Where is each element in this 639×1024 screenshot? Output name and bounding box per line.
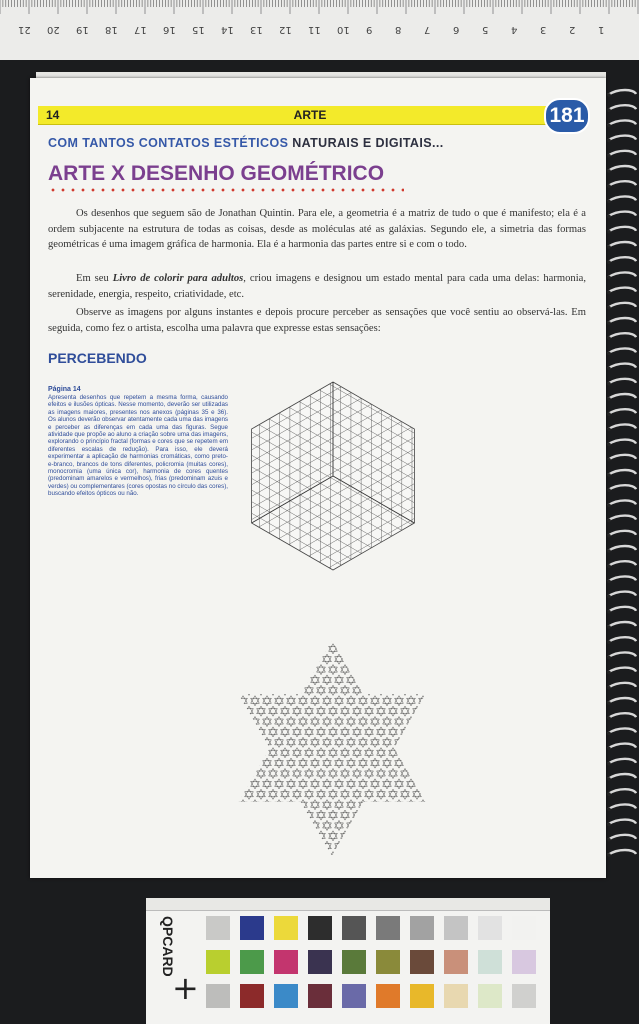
color-swatch xyxy=(274,950,298,974)
color-swatch xyxy=(342,984,366,1008)
ruler-label: 11 xyxy=(308,24,321,35)
book-title: Livro de colorir para adultos xyxy=(112,273,244,284)
ruler-label: 2 xyxy=(569,24,576,35)
ruler-label: 12 xyxy=(279,24,292,35)
side-note-text: Apresenta desenhos que repetem a mesma forma, causando efeitos e ilusões ópticas. Nesse momento, deverão ser utilizadas as imagens maiores, presentes nos anexos (páginas 35 e 36). Os alunos deverão observar atentamente cada uma das imagens e perceber as diferenças em cada uma das figuras. Segue atividade que propõe ao aluno a criação sobre uma das imagens, explorando o princípio fractal (formas e cores que se repetem em diferentes escalas de redução). Para isso, ele deverá experimentar a aplicação de harmonias cromáticas, como preto-e-branco, brancos de tons diferentes, policromia (muitas cores), monocromia (uma única cor), harmonia de cores quentes (predominam amarelos e vermelhos), frias (predominam azuis e verdes) ou complementares (cores opostas no círculo das cores), buscando efeitos ópticos ou não. xyxy=(48,394,228,498)
page-number: 14 xyxy=(46,108,60,122)
ruler-label: 17 xyxy=(134,24,147,35)
page-title: ARTE X DESENHO GEOMÉTRICO xyxy=(48,162,385,185)
color-swatch xyxy=(444,916,468,940)
book-page xyxy=(30,78,606,878)
ruler-label: 9 xyxy=(366,24,373,35)
color-swatch xyxy=(410,950,434,974)
color-swatch xyxy=(478,950,502,974)
color-swatch xyxy=(308,984,332,1008)
color-swatch xyxy=(206,916,230,940)
ruler-label: 18 xyxy=(105,24,118,35)
ruler-label: 16 xyxy=(163,24,176,35)
ruler-label: 3 xyxy=(540,24,547,35)
ruler-label: 20 xyxy=(47,24,60,35)
color-swatch xyxy=(376,916,400,940)
section-title: ARTE xyxy=(293,108,327,122)
color-swatch xyxy=(410,916,434,940)
ruler-label: 1 xyxy=(598,24,605,35)
color-swatch xyxy=(240,950,264,974)
ruler-label: 7 xyxy=(424,24,431,35)
ruler-label: 8 xyxy=(395,24,402,35)
color-swatch xyxy=(512,984,536,1008)
color-swatch xyxy=(206,984,230,1008)
color-swatch xyxy=(478,916,502,940)
color-swatch xyxy=(376,984,400,1008)
side-note-title: Página 14 xyxy=(48,386,81,393)
color-swatch xyxy=(274,916,298,940)
color-swatch xyxy=(444,950,468,974)
color-swatch xyxy=(206,950,230,974)
ruler-label: 5 xyxy=(482,24,489,35)
ruler-label: 21 xyxy=(18,24,31,35)
color-swatch xyxy=(410,984,434,1008)
measurement-ruler xyxy=(0,0,639,60)
paragraph-3: Observe as imagens por alguns instantes e depois procure perceber as sensações que você sentiu ao observá-las. Em seguida, como fez o artista, escolha uma palavra que expresse estas sensações: xyxy=(48,307,586,334)
color-swatch xyxy=(376,950,400,974)
color-reference-card xyxy=(146,898,550,1024)
subheading-part2: NATURAIS E DIGITAIS... xyxy=(292,136,444,150)
color-swatch xyxy=(240,916,264,940)
spiral-binding xyxy=(606,85,639,865)
color-swatch xyxy=(512,916,536,940)
color-swatch xyxy=(342,916,366,940)
subheading-part1: COM TANTOS CONTATOS ESTÉTICOS xyxy=(48,136,293,150)
crosshair-icon: + xyxy=(172,969,199,1007)
ruler-label: 6 xyxy=(453,24,460,35)
color-swatch xyxy=(478,984,502,1008)
star-of-david-pattern-drawing xyxy=(237,628,427,856)
ruler-label: 10 xyxy=(337,24,350,35)
ruler-ticks xyxy=(0,0,639,60)
header-bar xyxy=(38,106,582,125)
ruler-label: 15 xyxy=(192,24,205,35)
color-swatch xyxy=(274,984,298,1008)
paragraph-1: Os desenhos que seguem são de Jonathan Quintin. Para ele, a geometria é a matriz de tudo o que é manifesto; ela é a ordem subjacente na estrutura de todas as coisas, desde as moléculas até as galáxias. Segundo ele, a simetria das formas geométricas é uma imagem gráfica de harmonia. Ela é a harmonia das partes entre si e com o todo. xyxy=(48,208,586,250)
ruler-label: 19 xyxy=(76,24,89,35)
color-swatch xyxy=(308,916,332,940)
paragraph-2: Em seu Livro de colorir para adultos, criou imagens e designou um estado mental para cada uma delas: harmonia, serenidade, energia, respeito, criatividade, etc. xyxy=(48,273,586,300)
color-swatch xyxy=(512,950,536,974)
ruler-label: 4 xyxy=(511,24,518,35)
subheading xyxy=(48,136,444,150)
color-swatch xyxy=(240,984,264,1008)
section-heading: PERCEBENDO xyxy=(48,350,147,366)
isometric-cube-drawing xyxy=(237,380,429,572)
color-swatch xyxy=(444,984,468,1008)
dotted-underline xyxy=(48,188,404,192)
card-ruler xyxy=(146,898,550,911)
ruler-label: 13 xyxy=(250,24,263,35)
ruler-label: 14 xyxy=(221,24,234,35)
color-swatch xyxy=(308,950,332,974)
color-swatch xyxy=(342,950,366,974)
page-badge: 181 xyxy=(544,98,590,134)
card-brand: QPCARD xyxy=(160,916,176,977)
